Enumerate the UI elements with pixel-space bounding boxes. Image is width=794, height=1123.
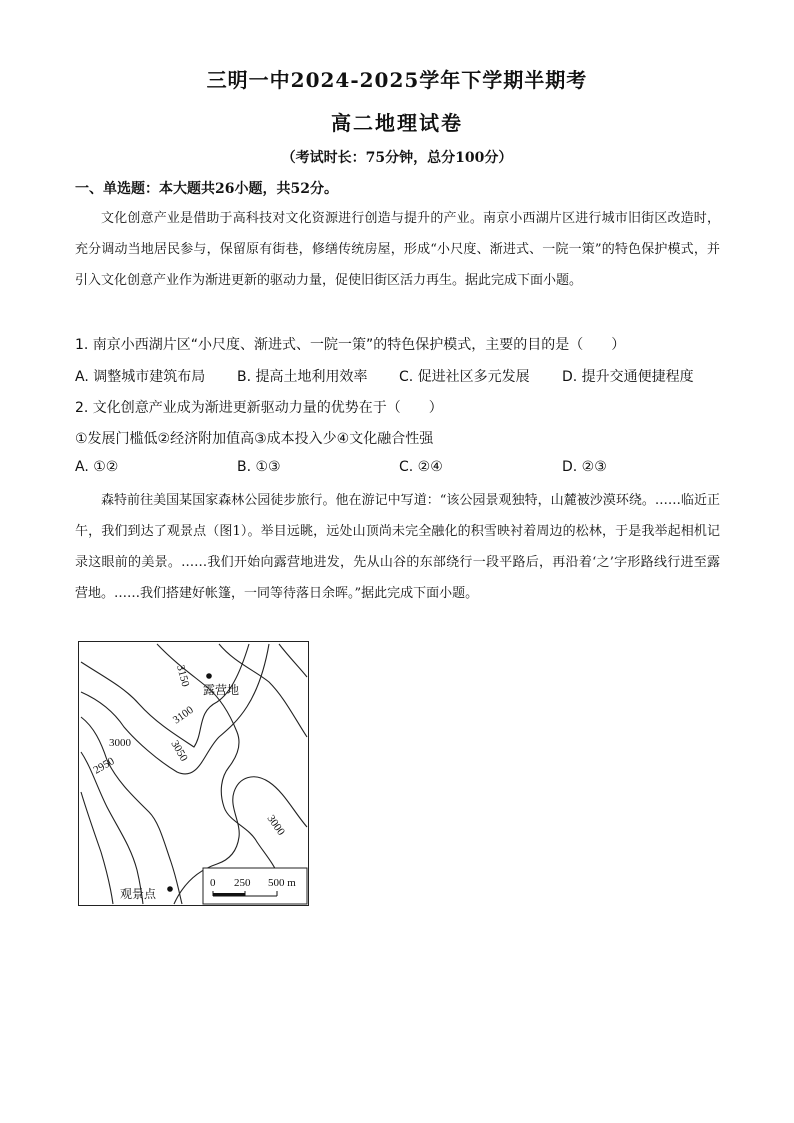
question-2-option-a: A. ①② bbox=[75, 459, 119, 475]
scale-label-500: 500 m bbox=[268, 877, 296, 889]
viewpoint-label: 观景点 bbox=[120, 887, 157, 901]
scale-label-250: 250 bbox=[234, 877, 251, 889]
question-1-option-a: A. 调整城市建筑布局 bbox=[75, 369, 206, 385]
contour-label-2950: 2950 bbox=[91, 755, 117, 777]
contour-map-graphic bbox=[79, 642, 308, 905]
section-heading: 一、单选题：本大题共26小题，共52分。 bbox=[75, 181, 338, 197]
camp-label: 露营地 bbox=[203, 683, 240, 697]
contour-label-3000-right: 3000 bbox=[264, 812, 287, 838]
exam-subtitle: 高二地理试卷 bbox=[331, 111, 463, 135]
viewpoint-marker bbox=[167, 886, 173, 892]
scale-label-0: 0 bbox=[210, 877, 216, 889]
question-1-option-d: D. 提升交通便捷程度 bbox=[562, 369, 694, 385]
exam-title: 三明一中2024-2025学年下学期半期考 bbox=[206, 68, 588, 92]
contour-label-3050: 3050 bbox=[168, 738, 190, 764]
question-2-option-d: D. ②③ bbox=[562, 459, 607, 475]
contour-line bbox=[279, 644, 307, 677]
contour-label-3150: 3150 bbox=[174, 663, 192, 689]
question-1-option-c: C. 促进社区多元发展 bbox=[399, 369, 530, 385]
passage-1: 文化创意产业是借助于高科技对文化资源进行创造与提升的产业。南京小西湖片区进行城市旧街区改造时，充分调动当地居民参与，保留原有街巷，修缮传统房屋，形成“小尺度、渐进式、一院一策”的特色保护模式，并引入文化创意产业作为渐进更新的驱动力量，促使旧街区活力再生。据此完成下面小题。 bbox=[75, 211, 720, 288]
question-2-option-c: C. ②④ bbox=[399, 459, 443, 475]
question-2-stem: 2. 文化创意产业成为渐进更新驱动力量的优势在于（ ） bbox=[75, 400, 443, 416]
question-2-items: ①发展门槛低②经济附加值高③成本投入少④文化融合性强 bbox=[75, 431, 434, 447]
contour-line bbox=[81, 717, 182, 904]
question-1-option-b: B. 提高土地利用效率 bbox=[237, 369, 368, 385]
question-2-option-b: B. ①③ bbox=[237, 459, 281, 475]
camp-marker bbox=[206, 673, 212, 679]
contour-label-3100: 3100 bbox=[170, 704, 196, 727]
contour-line bbox=[81, 752, 143, 904]
exam-info: （考试时长：75分钟，总分100分） bbox=[281, 150, 513, 166]
question-1-stem: 1. 南京小西湖片区“小尺度、渐进式、一院一策”的特色保护模式，主要的目的是（ ） bbox=[75, 337, 626, 353]
contour-label-3000-left: 3000 bbox=[109, 737, 131, 749]
contour-map bbox=[78, 641, 309, 906]
passage-2: 森特前往美国某国家森林公园徒步旅行。他在游记中写道：“该公园景观独特，山麓被沙漠环绕。……临近正午，我们到达了观景点（图1）。举目远眺，远处山顶尚未完全融化的积雪映衬着周边的松林，于是我举起相机记录这眼前的美景。……我们开始向露营地进发，先从山谷的东部绕行一段平路后，再沿着‘之’字形路线行进至露营地。……我们搭建好帐篷，一同等待落日余晖。”据此完成下面小题。 bbox=[75, 493, 720, 601]
